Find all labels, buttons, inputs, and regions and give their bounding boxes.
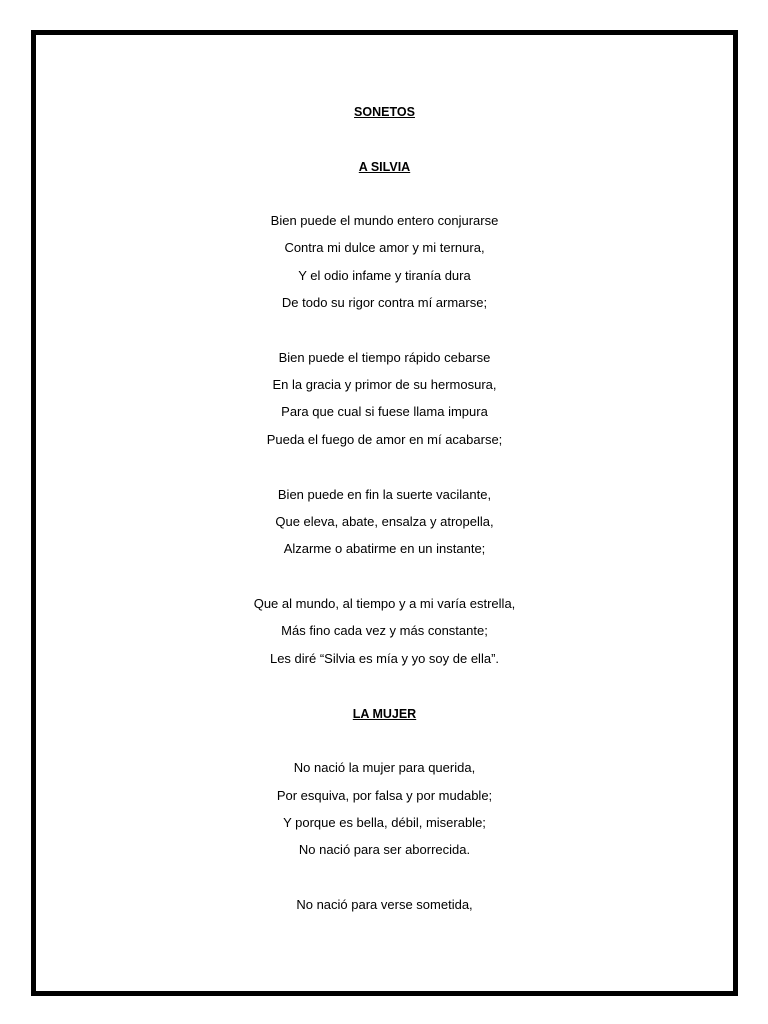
poem-line: Más fino cada vez y más constante;: [281, 623, 488, 638]
poem-line: Bien puede el tiempo rápido cebarse: [278, 350, 491, 365]
document-page: [31, 30, 738, 996]
poem-line: Para que cual si fuese llama impura: [281, 404, 488, 419]
poem-line: Pueda el fuego de amor en mí acabarse;: [266, 432, 503, 447]
poem-line: Y el odio infame y tiranía dura: [298, 268, 471, 283]
poem-line: Y porque es bella, débil, miserable;: [283, 815, 486, 830]
poem-line: No nació la mujer para querida,: [293, 760, 476, 775]
document-title: SONETOS: [354, 105, 415, 119]
poem-line: Alzarme o abatirme en un instante;: [283, 541, 486, 556]
poem-line: Por esquiva, por falsa y por mudable;: [276, 788, 493, 803]
poem-line: Bien puede en fin la suerte vacilante,: [277, 487, 492, 502]
poem-line: Bien puede el mundo entero conjurarse: [270, 213, 499, 228]
poem-line: No nació para ser aborrecida.: [298, 842, 471, 857]
poem-line: En la gracia y primor de su hermosura,: [272, 377, 497, 392]
poem-line: Que eleva, abate, ensalza y atropella,: [275, 514, 494, 529]
poem-line: Contra mi dulce amor y mi ternura,: [284, 240, 485, 255]
poem-heading-a-silvia: A SILVIA: [358, 160, 411, 174]
poem-line: Les diré “Silvia es mía y yo soy de ella”.: [269, 651, 500, 666]
poem-line: No nació para verse sometida,: [296, 897, 473, 912]
poem-line: Que al mundo, al tiempo y a mi varía estrella,: [253, 596, 516, 611]
poem-heading-la-mujer: LA MUJER: [352, 707, 417, 721]
poem-line: De todo su rigor contra mí armarse;: [281, 295, 488, 310]
